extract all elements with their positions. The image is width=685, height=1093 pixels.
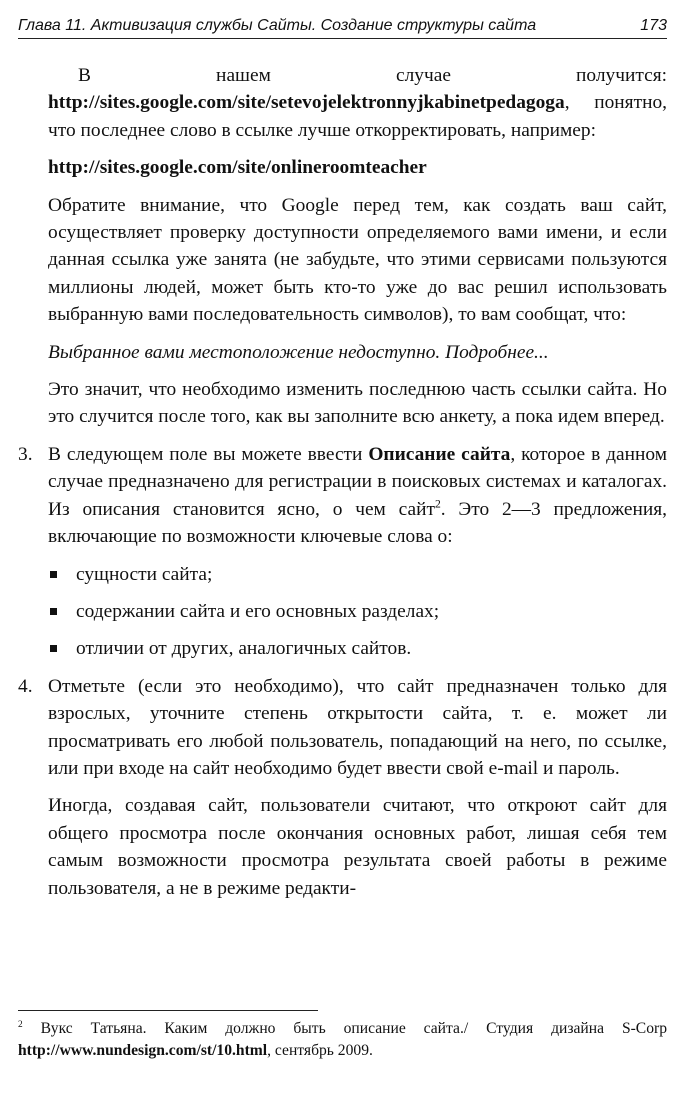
keyword-bullet-list [48,561,667,663]
p1-url-link[interactable]: http://sites.google.com/site/setevojelektronnyjkabinetpedagoga [48,92,565,114]
footnote-text: Вукс Татьяна. Каким должно быть описание сайта./ Студия дизайна S-Corp [22,1020,667,1037]
bullet-text: сущности сайта; [76,563,213,585]
square-bullet-icon [50,571,57,578]
p1-prefix: В нашем случае получится: [78,65,667,86]
paragraph-change-link: Это значит, что необходимо изменить последнюю часть ссылки сайта. Но это случится после того, как вы заполните всю анкету, а пока идем вперед. [48,379,667,428]
paragraph-open-site: Иногда, создавая сайт, пользователи считают, что откроют сайт для общего просмотра после окончания основных работ, лишая себя тем самым возможности просмотра результата своей работы в режиме пользователя, а не в режиме редакти- [48,795,667,899]
paragraph-availability-check: Обратите внимание, что Google перед тем, как создать ваш сайт, осуществляет проверку доступности определяемого вами имени, и если данная ссылка уже занята (не забудьте, что этими сервисами пользуются миллионы людей, может быть кто-то уже до вас решил использовать выбранную вами последовательность символов), то вам сообщат, что: [48,194,667,326]
running-header [18,14,667,39]
item-3-suffix: . Это 2—3 предложения, включающие по возможности ключевые слова о: [48,498,667,548]
list-item [48,635,667,662]
footnote-url-link[interactable]: http://www.nundesign.com/st/10.html [18,1042,268,1059]
main-text [18,62,667,912]
paragraph-url-result [48,62,667,144]
footnote [18,1018,667,1062]
url-corrected[interactable]: http://sites.google.com/site/onlineroomteacher [48,157,427,179]
list-item-4 [18,673,667,783]
item-4-number: 4. [18,675,33,697]
footnote-ref[interactable]: 2 [434,497,441,511]
list-item [48,561,667,588]
bullet-text: содержании сайта и его основных разделах; [76,600,440,622]
list-item [48,598,667,625]
unavailable-message: Выбранное вами местоположение недоступно. Подробнее... [48,341,549,363]
footnote-suffix: , сентябрь 2009. [267,1042,373,1059]
footnote-divider [18,1010,318,1011]
bullet-text: отличии от других, аналогичных сайтов. [76,638,412,660]
item-4-text: Отметьте (если это необходимо), что сайт предназначен только для взрослых, уточните степень открытости сайта, т. е. может ли просматривать его любой пользователь, попадающий на него, по ссылке, или при входе на сайт необходимо будет ввести свой e-mail и пароль. [48,675,667,779]
square-bullet-icon [50,645,57,652]
item-3-number: 3. [18,443,33,465]
item-3-prefix: В следующем поле вы можете ввести [48,443,369,465]
page-number: 173 [640,17,667,34]
item-3-bold-term: Описание сайта [368,443,511,465]
chapter-title: Глава 11. Активизация службы Сайты. Создание структуры сайта [18,17,537,34]
footnote-marker: 2 [18,1019,23,1030]
item-3-mid: , которое в данном случае предназначено для регистрации в поисковых системах и каталогах. Из описания становится ясно, о чем сайт [48,443,667,520]
square-bullet-icon [50,608,57,615]
p1-suffix: , понятно, что последнее слово в ссылке лучше откорректировать, например: [48,92,667,141]
list-item-3 [18,441,667,551]
